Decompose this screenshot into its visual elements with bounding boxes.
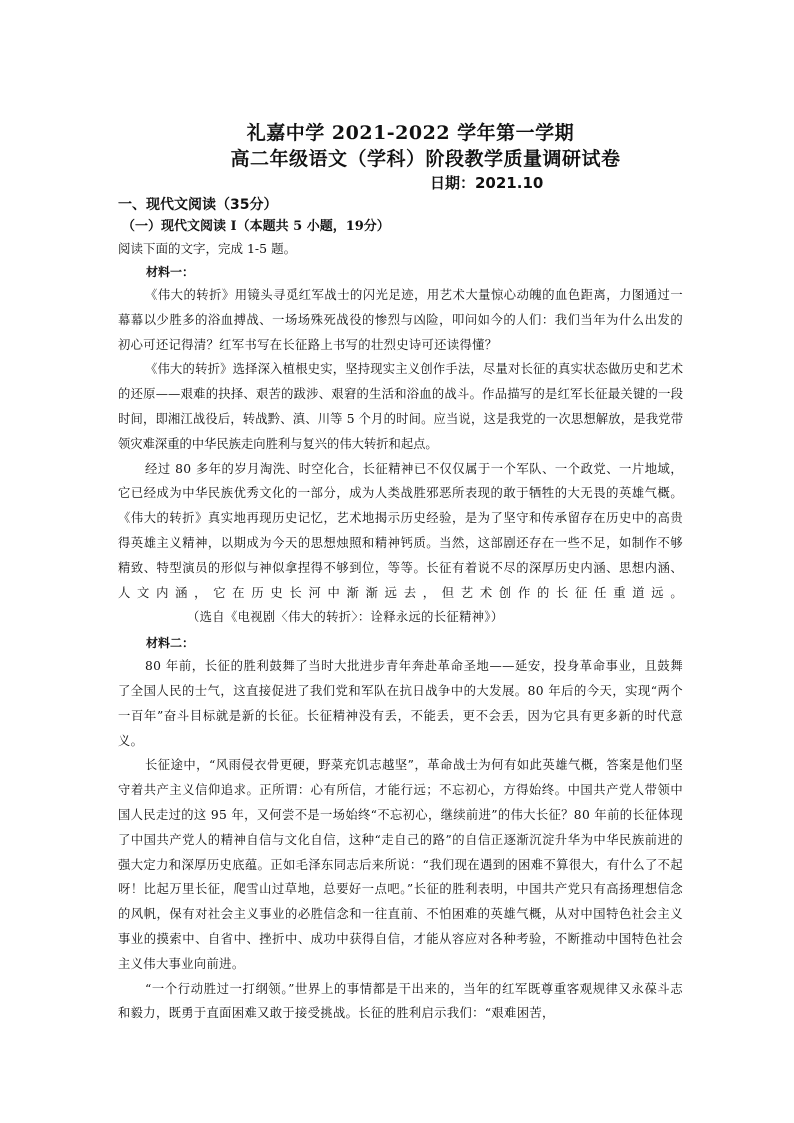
exam-title-line1: 礼嘉中学 2021-2022 学年第一学期: [246, 122, 575, 144]
material2-paragraph2: 长征途中，“风雨侵衣骨更硬，野菜充饥志越坚”，革命战士为何有如此英雄气概，答案是他们坚守着共产主义信仰追求。正所谓：心有所信，才能行远；不忘初心，方得始终。中国共产党人带领中国人民走过的这 95 年，又何尝不是一场始终“不忘初心，继续前进”的伟大长征？80 年前的长征体现了中国共产党人的精神自信与文化自信，这种“走自己的路”的自信正逐渐沉淀升华为中华民族前进的强大定力和深厚历史底蕴。正如毛泽东同志后来所说：“我们现在遇到的困难不算很大，有什么了不起呀！比起万里长征，爬雪山过草地，总要好一点吧。”长征的胜利表明，中国共产党只有高扬理想信念的风帆，保有对社会主义事业的必胜信念和一往直前、不怕困难的英雄气概，从对中国特色社会主义事业的摸索中、自省中、挫折中、成功中获得自信，才能从容应对各种考验，不断推动中国特色社会主义伟大事业向前进。: [118, 758, 683, 971]
material1-label: 材料一：: [146, 265, 195, 279]
material1-paragraph3-text: 经过 80 多年的岁月淘洗、时空化合，长征精神已不仅仅属于一个军队、一个政党、一片地域，它已经成为中华民族优秀文化的一部分，成为人类战胜邪恶所表现的敢于牺牲的大无畏的英雄气概。《伟大的转折》真实地再现历史记忆，艺术地揭示历史经验，是为了坚守和传承留存在历史中的高贵得英雄主义精神，以期成为今天的思想烛照和精神钙质。当然，这部剧还存在一些不足，如制作不够精致、特型演员的形似与神似拿捏得不够到位，等等。长征有着说不尽的深厚历史内涵、思想内涵、人文内涵，它在历史长河中渐渐远去，但艺术创作的长征任重道远。: [118, 461, 683, 600]
material2-paragraph3: “一个行动胜过一打纲领。”世界上的事情都是干出来的，当年的红军既尊重客观规律又永葆斗志和毅力，既勇于直面困难又敢于接受挑战。长征的胜利启示我们：“艰难困苦，: [118, 981, 683, 1021]
material2-label: 材料二：: [146, 636, 195, 651]
exam-date: 日期：2021.10: [430, 174, 544, 192]
material1-paragraph3: [118, 457, 683, 631]
document-body: [118, 120, 683, 1026]
material1-paragraph1: 《伟大的转折》用镜头寻觅红军战士的闪光足迹，用艺术大量惊心动魄的血色距离，力图通过一幕幕以少胜多的浴血搏战、一场场殊死战役的惨烈与凶险，叩问如今的人们：我们当年为什么出发的初心可还记得清？红军书写在长征路上书写的壮烈史诗可还读得懂？: [118, 288, 683, 352]
reading-instruction: 阅读下面的文字，完成 1-5 题。: [118, 241, 297, 256]
material1-source: （选自《电视剧〈伟大的转折〉：诠释永远的长征精神》）: [187, 610, 504, 625]
material2-paragraph1: 80 年前，长征的胜利鼓舞了当时大批进步青年奔赴革命圣地——延安，投身革命事业，且鼓舞了全国人民的士气，这直接促进了我们党和军队在抗日战争中的大发展。80 年后的今天，实现“两个一百年”奋斗目标就是新的长征。长征精神没有丢，不能丢，更不会丢，因为它具有更多新的时代意义。: [118, 659, 683, 748]
exam-title-line2: 高二年级语文（学科）阶段教学质量调研试卷: [230, 148, 621, 170]
section-heading: 一、现代文阅读（35分）: [118, 197, 278, 213]
section-subheading: （一）现代文阅读 I（本题共 5 小题，19分）: [122, 219, 390, 234]
material1-paragraph2: 《伟大的转折》选择深入植根史实，坚持现实主义创作手法，尽量对长征的真实状态做历史和艺术的还原——艰难的抉择、艰苦的跋涉、艰窘的生活和浴血的战斗。作品描写的是红军长征最关键的一段时间，即湘江战役后，转战黔、滇、川等 5 个月的时间。应当说，这是我党的一次思想解放，是我党带领灾难深重的中华民族走向胜利与复兴的伟大转折和起点。: [118, 362, 683, 451]
